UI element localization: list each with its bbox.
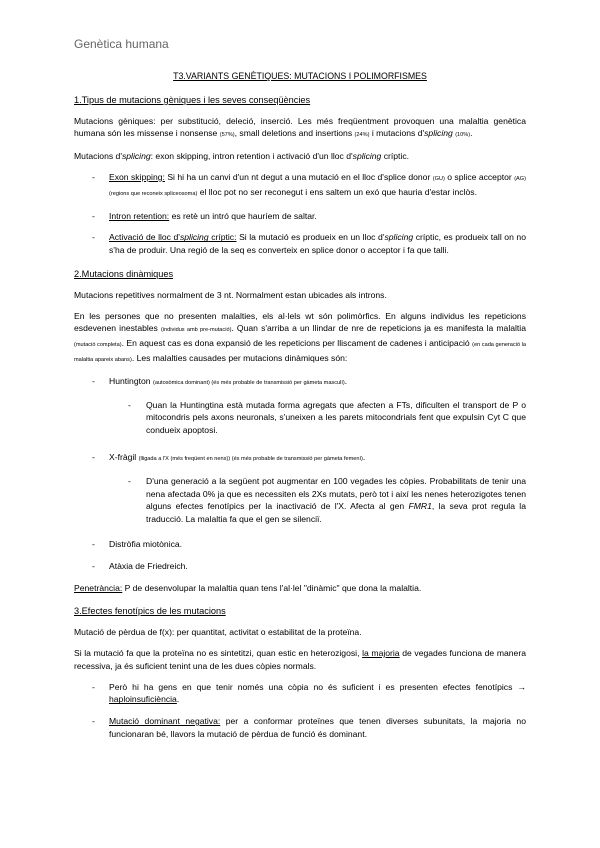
section-1-paragraph-2: Mutacions d'splicing: exon skipping, intron retention i activació d'un lloc d'splicing críptic. — [74, 151, 410, 162]
list-item-distrofia: - Distròfia miotònica. — [92, 538, 183, 549]
list-item-x-fragil: - X-fràgil (lligada a l'X (més freqüent en nens)) (és més probable de transmissió per gàmeta femení). — [92, 451, 366, 462]
section-3-paragraph-1: Mutació de pèrdua de f(x): per quantitat, activitat o estabilitat de la proteïna. — [74, 627, 362, 638]
splicing-list — [74, 171, 526, 257]
list-item-cryptic-splicing: - Activació de lloc d'splicing críptic: Si la mutació es produeix en un lloc d'splicing críptic, es produeix tall on no s'ha de produir. Una regió de la seq es converteix en splice donor o acceptor i fa que talli. — [92, 232, 526, 256]
page-header: Genètica humana — [74, 37, 169, 51]
section-2-paragraph-2: En les persones que no presenten malalties, els al·lels wt són polimòrfics. En alguns individus les repeticions esdevenen inestables (individus amb pre-mutació). Quan s'arriba a un llindar de nre de repeticions ja es manifesta la malaltia (mutació completa). En aquest cas es dona expansió de les repeticions per lliscament de cadenes i anticipació (en cada generació la malaltia apareix abans). Les malalties causades per mutacions dinàmiques són: — [74, 310, 526, 363]
section-3-heading: 3.Efectes fenotípics de les mutacions — [74, 606, 226, 617]
list-item-haploinsufficiency: - Però hi ha gens en que tenir només una còpia no és suficient i es presenten efectes fenotípics → haploinsuficiència. — [92, 681, 526, 705]
list-item-dominant-negative: - Mutació dominant negativa: per a conformar proteïnes que tenen diverses subunitats, la majoria no funcionaran bé, llavors la mutació de pèrdua de funció és dominant. — [92, 716, 526, 739]
list-item-huntington: - Huntington (autosòmica dominant) (és més probable de transmissió per gàmeta masculí). — [92, 375, 348, 386]
section-2-paragraph-1: Mutacions repetitives normalment de 3 nt. Normalment estan ubicades als introns. — [74, 289, 387, 300]
dynamic-mutations-list — [74, 375, 526, 573]
section-1-paragraph-1: Mutacions gèniques: per substitució, deleció, inserció. Les més freqüentment provoquen una malaltia genètica humana són les missense i nonsense (57%), small deletions and insertions (24%) i mutacions d'splicing (10%). — [74, 115, 526, 139]
list-item-intron-retention: - Intron retention: es retè un intró que hauríem de saltar. — [92, 210, 317, 221]
list-item-huntington-detail: - Quan la Huntingtina està mutada forma agregats que afecten a FTs, dificulten el transport de P o mitocondris pels axons neuronals, s'uneixen a les parets mitocondrials fent que expulsin Cyt C que condueix apoptosi. — [128, 399, 526, 436]
document-title: T3.VARIANTS GENÈTIQUES: MUTACIONS I POLIMORFISMES — [173, 71, 427, 81]
penetrance-paragraph: Penetrància: P de desenvolupar la malaltia quan tens l'al·lel "dinàmic" que dona la malaltia. — [74, 582, 422, 593]
phenotypic-effects-list — [74, 681, 526, 741]
list-item-exon-skipping: - Exon skipping: Si hi ha un canvi d'un nt degut a una mutació en el lloc d'splice donor (GU) o splice acceptor (AG) (regions que reconeix spliceosoma) el lloc pot no ser reconegut i ens saltem un exó que hauria d'estar inclòs. — [92, 171, 526, 197]
list-item-ataxia: - Atàxia de Friedreich. — [92, 560, 188, 571]
section-3-paragraph-2: Si la mutació fa que la proteïna no es sintetitzi, quan estic en heterozigosi, la majoria de vegades funciona de manera recessiva, ja és suficient tenint una de les dues còpies normals. — [74, 647, 526, 671]
list-item-x-fragil-detail: - D'una generació a la següent pot augmentar en 100 vegades les còpies. Probabilitats de tenir una nena afectada 0% ja que es necessiten els 2Xs mutats, però tot i així les nenes heterozigotes tenen alguns efectes fenotípics per la inactivació de l'X. Afecta al gen FMR1, la seva prot regula la traducció. La malaltia fa que el gen se silenciï. — [128, 475, 526, 525]
document-body — [74, 70, 526, 750]
section-1-heading: 1.Tipus de mutacions gèniques i les seves conseqüències — [74, 94, 311, 105]
section-2-heading: 2.Mutacions dinàmiques — [74, 268, 174, 279]
